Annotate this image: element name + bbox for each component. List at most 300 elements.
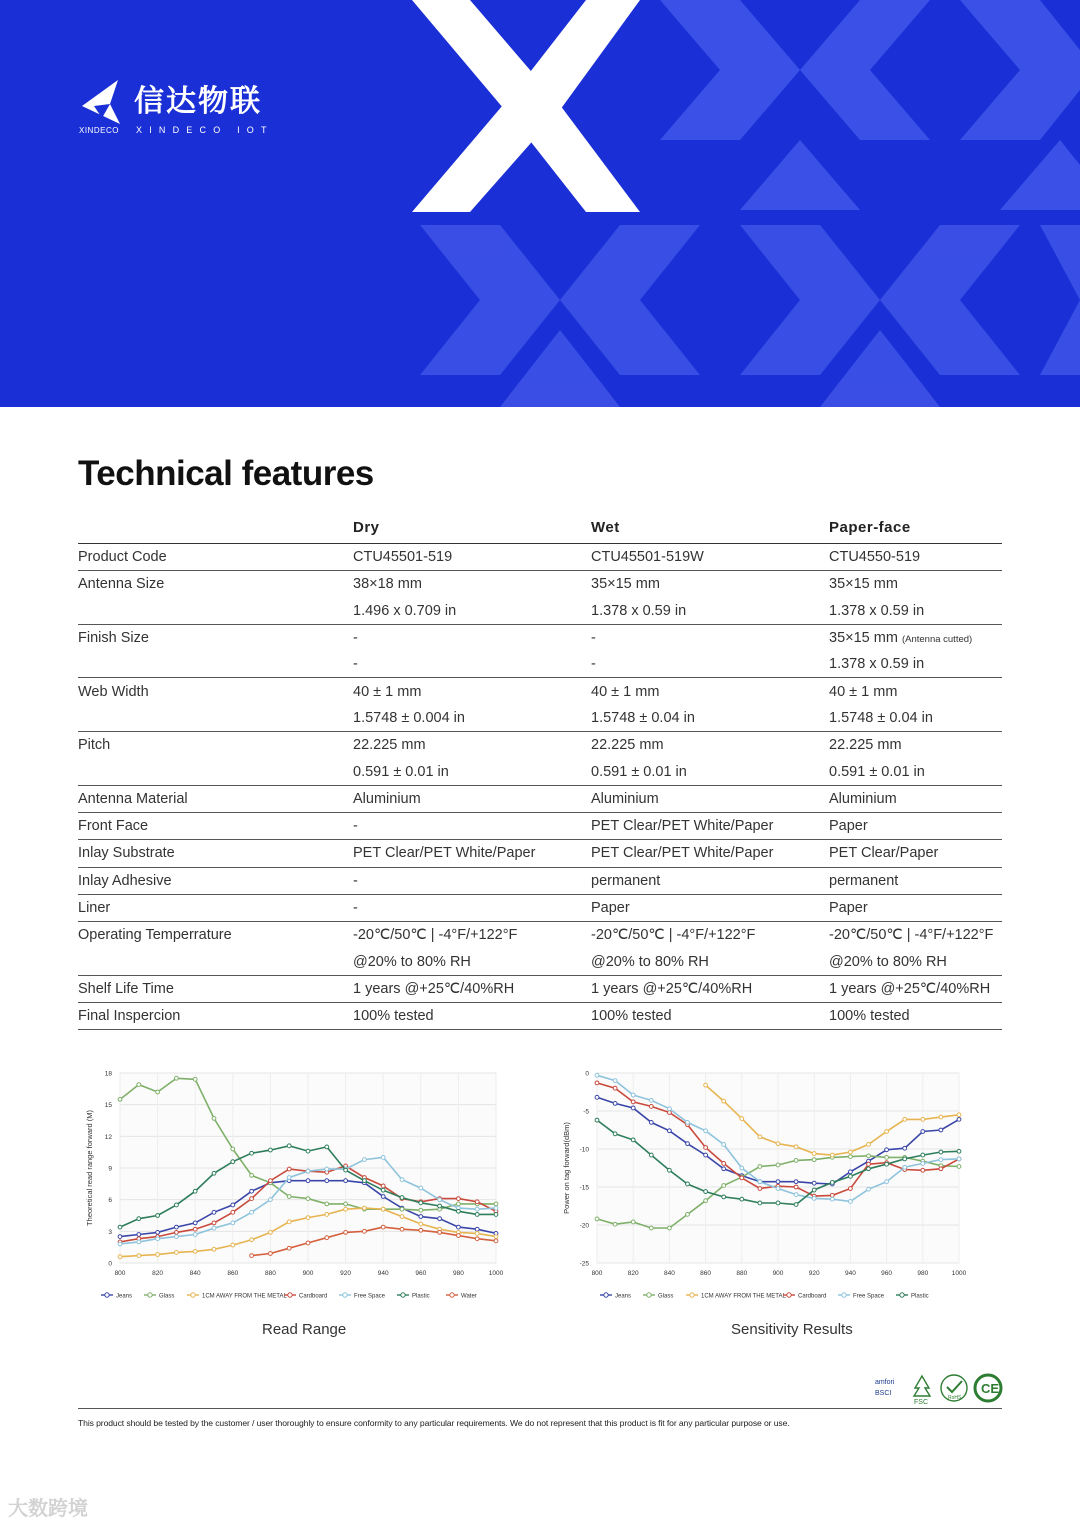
- cell-value: 22.225 mm: [353, 737, 426, 754]
- table-cell: [353, 732, 591, 759]
- cell-value: 100% tested: [829, 1008, 910, 1025]
- x-tick-label: 820: [152, 1270, 164, 1277]
- data-point: [419, 1208, 423, 1212]
- data-point: [250, 1210, 254, 1214]
- cell-value: PET Clear/PET White/Paper: [591, 818, 774, 835]
- legend-marker: [191, 1293, 195, 1297]
- y-tick-label: 9: [108, 1165, 112, 1173]
- table-cell: [353, 624, 591, 651]
- data-point: [212, 1247, 216, 1251]
- spec-table-body: [78, 544, 1002, 1030]
- table-cell: [829, 544, 1002, 571]
- data-point: [631, 1100, 635, 1104]
- cell-value: 1.5748 ± 0.004 in: [353, 709, 465, 726]
- table-cell: [591, 544, 829, 571]
- row-label: Operating Temperrature: [78, 927, 232, 944]
- data-point: [668, 1129, 672, 1133]
- data-point: [867, 1187, 871, 1191]
- data-point: [668, 1107, 672, 1111]
- cell-value: 0.591 ± 0.01 in: [829, 763, 925, 780]
- row-label: Inlay Adhesive: [78, 867, 353, 894]
- y-tick-label: 18: [104, 1070, 112, 1078]
- data-point: [118, 1242, 122, 1246]
- cell-value: -: [591, 656, 596, 673]
- table-row: [78, 678, 1002, 705]
- data-point: [957, 1117, 961, 1121]
- legend-item: [686, 1293, 786, 1300]
- data-point: [776, 1180, 780, 1184]
- page-title: Technical features: [78, 454, 374, 493]
- legend-item: [783, 1293, 826, 1300]
- amfori-text: amfori: [875, 1379, 895, 1386]
- x-tick-label: 920: [808, 1270, 820, 1277]
- data-point: [668, 1111, 672, 1115]
- table-cell: [353, 571, 591, 598]
- table-cell: [591, 948, 829, 975]
- disclaimer-text: This product should be tested by the customer / user thoroughly to ensure conformity to any particular requirements. We do not represent that this product is fit for any particular purpose or use.: [78, 1418, 790, 1428]
- legend-item: [896, 1293, 929, 1300]
- data-point: [794, 1159, 798, 1163]
- cell-value: -: [353, 818, 358, 835]
- data-point: [344, 1230, 348, 1234]
- data-point: [686, 1121, 690, 1125]
- data-point: [613, 1102, 617, 1106]
- data-point: [722, 1099, 726, 1103]
- data-point: [287, 1167, 291, 1171]
- cell-value: 1.378 x 0.59 in: [829, 656, 925, 673]
- cell-value: 0.591 ± 0.01 in: [591, 763, 687, 780]
- table-cell: [591, 571, 829, 598]
- table-row: [78, 812, 1002, 839]
- table-cell: [353, 840, 591, 867]
- data-point: [613, 1132, 617, 1136]
- data-point: [939, 1158, 943, 1162]
- x-tick-label: 860: [227, 1270, 239, 1277]
- data-point: [867, 1162, 871, 1166]
- data-point: [776, 1142, 780, 1146]
- table-row: [78, 624, 1002, 651]
- x-tick-label: 980: [917, 1270, 929, 1277]
- cell-value: 0.591 ± 0.01 in: [353, 763, 449, 780]
- data-point: [287, 1176, 291, 1180]
- row-label: Shelf Life Time: [78, 975, 353, 1002]
- data-point: [212, 1171, 216, 1175]
- data-point: [325, 1167, 329, 1171]
- table-cell: [591, 867, 829, 894]
- table-row: [78, 758, 1002, 785]
- column-header-paper-face: Paper-face: [829, 512, 1002, 544]
- legend-item: [838, 1293, 885, 1300]
- data-point: [903, 1157, 907, 1161]
- data-point: [494, 1235, 498, 1239]
- row-label: Pitch: [78, 737, 111, 754]
- data-point: [494, 1239, 498, 1243]
- x-tick-label: 840: [189, 1270, 201, 1277]
- data-point: [830, 1153, 834, 1157]
- x-tick-label: 820: [627, 1270, 639, 1277]
- legend-label: 1CM AWAY FROM THE METAL: [202, 1293, 287, 1300]
- table-cell: [829, 867, 1002, 894]
- legend-marker: [105, 1293, 109, 1297]
- legend-marker: [647, 1293, 651, 1297]
- data-point: [231, 1221, 235, 1225]
- legend-marker: [900, 1293, 904, 1297]
- data-point: [885, 1148, 889, 1152]
- data-point: [156, 1237, 160, 1241]
- legend-marker: [842, 1293, 846, 1297]
- data-point: [649, 1121, 653, 1125]
- data-point: [118, 1225, 122, 1229]
- y-tick-label: 0: [108, 1260, 112, 1268]
- table-cell: [591, 1003, 829, 1030]
- y-tick-label: -5: [583, 1108, 589, 1116]
- table-cell: [829, 732, 1002, 759]
- data-point: [269, 1252, 273, 1256]
- data-point: [325, 1236, 329, 1240]
- y-tick-label: 12: [104, 1133, 112, 1141]
- table-cell: [829, 1003, 1002, 1030]
- row-label: Final Inspercion: [78, 1003, 353, 1030]
- data-point: [867, 1154, 871, 1158]
- data-point: [400, 1227, 404, 1231]
- data-point: [885, 1155, 889, 1159]
- data-point: [903, 1165, 907, 1169]
- x-tick-label: 940: [377, 1270, 389, 1277]
- legend-label: Cardboard: [798, 1293, 827, 1300]
- data-point: [231, 1203, 235, 1207]
- cell-value: 22.225 mm: [591, 737, 664, 754]
- data-point: [475, 1227, 479, 1231]
- data-point: [686, 1142, 690, 1146]
- data-point: [867, 1143, 871, 1147]
- data-point: [325, 1202, 329, 1206]
- cell-value: @20% to 80% RH: [353, 953, 471, 970]
- cell-value: 35×15 mm: [591, 576, 660, 593]
- data-point: [758, 1180, 762, 1184]
- data-point: [704, 1190, 708, 1194]
- x-tick-label: 900: [772, 1270, 784, 1277]
- legend-label: Free Space: [354, 1293, 386, 1300]
- data-point: [250, 1173, 254, 1177]
- data-point: [175, 1076, 179, 1080]
- data-point: [758, 1201, 762, 1205]
- bsci-text: BSCI: [875, 1390, 892, 1397]
- x-tick-label: 840: [663, 1270, 675, 1277]
- table-cell: [591, 758, 829, 785]
- data-point: [250, 1151, 254, 1155]
- x-tick-label: 800: [114, 1270, 126, 1277]
- data-point: [830, 1197, 834, 1201]
- data-point: [722, 1195, 726, 1199]
- legend-item: [397, 1293, 430, 1300]
- data-point: [118, 1097, 122, 1101]
- data-point: [193, 1189, 197, 1193]
- data-point: [212, 1226, 216, 1230]
- data-point: [867, 1167, 871, 1171]
- data-point: [758, 1135, 762, 1139]
- data-point: [175, 1225, 179, 1229]
- table-row: [78, 598, 1002, 625]
- row-label: Antenna Material: [78, 785, 353, 812]
- table-cell: [353, 785, 591, 812]
- brand-logo-text: XINDECO: [79, 126, 119, 135]
- data-point: [457, 1234, 461, 1238]
- data-point: [740, 1197, 744, 1201]
- legend-label: Glass: [159, 1293, 175, 1300]
- cell-value: Aluminium: [829, 790, 897, 807]
- data-point: [400, 1196, 404, 1200]
- data-point: [903, 1117, 907, 1121]
- table-row: [78, 867, 1002, 894]
- table-row: [78, 948, 1002, 975]
- watermark: 大数跨境: [8, 1496, 88, 1520]
- x-tick-label: 960: [415, 1270, 427, 1277]
- data-point: [812, 1158, 816, 1162]
- legend-marker: [343, 1293, 347, 1297]
- data-point: [921, 1130, 925, 1134]
- data-point: [740, 1176, 744, 1180]
- y-tick-label: 15: [104, 1102, 112, 1110]
- cell-value: Paper: [829, 818, 868, 835]
- data-point: [457, 1209, 461, 1213]
- table-row: [78, 894, 1002, 921]
- data-point: [722, 1167, 726, 1171]
- data-point: [193, 1249, 197, 1253]
- data-point: [137, 1254, 141, 1258]
- legend-label: Free Space: [853, 1293, 885, 1300]
- data-point: [156, 1214, 160, 1218]
- data-point: [921, 1117, 925, 1121]
- data-point: [722, 1143, 726, 1147]
- cell-value: 1 years @+25℃/40%RH: [591, 980, 753, 997]
- data-point: [921, 1162, 925, 1166]
- cell-value: -: [353, 630, 358, 647]
- certification-logos: [870, 1370, 1005, 1406]
- data-point: [381, 1184, 385, 1188]
- legend-marker: [148, 1293, 152, 1297]
- data-point: [686, 1212, 690, 1216]
- y-axis-label: Power on tag forward(dBm): [562, 1122, 571, 1214]
- table-cell: [353, 894, 591, 921]
- table-cell: [353, 1003, 591, 1030]
- data-point: [613, 1222, 617, 1226]
- table-cell: [353, 651, 591, 678]
- data-point: [231, 1160, 235, 1164]
- table-cell: [591, 785, 829, 812]
- ce-logo-icon: [975, 1375, 1001, 1401]
- data-point: [231, 1147, 235, 1151]
- data-point: [475, 1200, 479, 1204]
- table-cell: [829, 894, 1002, 921]
- cell-value: Paper: [591, 900, 630, 916]
- row-label: Front Face: [78, 812, 353, 839]
- sensitivity-caption: Sensitivity Results: [731, 1321, 853, 1338]
- read-range-chart: [76, 1055, 536, 1305]
- cell-value: 1 years @+25℃/40%RH: [829, 980, 991, 997]
- row-label: Antenna Size: [78, 576, 165, 593]
- data-point: [475, 1207, 479, 1211]
- brand-name-cn: 信达物联: [134, 84, 262, 119]
- hero-banner: [0, 0, 1080, 407]
- legend-item: [643, 1293, 673, 1300]
- data-point: [849, 1187, 853, 1191]
- data-point: [631, 1138, 635, 1142]
- data-point: [457, 1197, 461, 1201]
- table-cell: [591, 678, 829, 705]
- data-point: [137, 1083, 141, 1087]
- brand-name-en: XINDECO IOT: [136, 125, 274, 135]
- cell-value: Paper: [829, 900, 868, 916]
- data-point: [595, 1217, 599, 1221]
- table-cell: [591, 732, 829, 759]
- data-point: [269, 1148, 273, 1152]
- data-point: [595, 1095, 599, 1099]
- legend-label: Water: [461, 1293, 477, 1300]
- row-label: Finish Size: [78, 630, 149, 647]
- data-point: [175, 1235, 179, 1239]
- data-point: [175, 1230, 179, 1234]
- data-point: [175, 1203, 179, 1207]
- cell-value: PET Clear/PET White/Paper: [353, 845, 536, 862]
- data-point: [457, 1202, 461, 1206]
- data-point: [438, 1230, 442, 1234]
- legend-label: Jeans: [116, 1293, 133, 1300]
- data-point: [325, 1179, 329, 1183]
- y-axis-label: Theoretical read range forward (M): [85, 1110, 94, 1226]
- legend-marker: [450, 1293, 454, 1297]
- table-row: [78, 732, 1002, 759]
- data-point: [475, 1237, 479, 1241]
- legend-label: 1CM AWAY FROM THE METAL: [701, 1293, 786, 1300]
- row-label: [78, 705, 353, 732]
- data-point: [812, 1152, 816, 1156]
- table-row: [78, 544, 1002, 571]
- x-tick-label: 800: [591, 1270, 603, 1277]
- data-point: [830, 1181, 834, 1185]
- data-point: [419, 1228, 423, 1232]
- cell-value: 22.225 mm: [829, 737, 902, 754]
- legend-label: Cardboard: [299, 1293, 328, 1300]
- cell-value: @20% to 80% RH: [829, 953, 947, 970]
- data-point: [118, 1235, 122, 1239]
- row-label: Inlay Substrate: [78, 840, 353, 867]
- y-tick-label: 0: [585, 1070, 589, 1078]
- data-point: [957, 1157, 961, 1161]
- cell-value: CTU45501-519: [353, 549, 453, 566]
- x-tick-label: 1000: [488, 1270, 504, 1277]
- data-point: [957, 1149, 961, 1153]
- data-point: [156, 1230, 160, 1234]
- table-row: [78, 651, 1002, 678]
- cell-value: PET Clear/Paper: [829, 845, 939, 862]
- legend-marker: [604, 1293, 608, 1297]
- cell-value: 35×15 mm: [829, 630, 898, 647]
- table-cell: [829, 624, 1002, 651]
- cell-value: -: [353, 656, 358, 673]
- data-point: [849, 1150, 853, 1154]
- cell-value: CTU45501-519W: [591, 549, 704, 566]
- table-cell: [829, 785, 1002, 812]
- data-point: [812, 1181, 816, 1185]
- column-header-dry: Dry: [353, 512, 591, 544]
- data-point: [885, 1130, 889, 1134]
- fsc-logo-icon: [914, 1376, 930, 1406]
- table-cell: [353, 948, 591, 975]
- table-row: [78, 840, 1002, 867]
- ce-text: CE: [981, 1381, 1000, 1396]
- x-tick-label: 880: [264, 1270, 276, 1277]
- data-point: [776, 1187, 780, 1191]
- data-point: [419, 1215, 423, 1219]
- table-header-row: [78, 512, 1002, 544]
- data-point: [722, 1184, 726, 1188]
- data-point: [668, 1168, 672, 1172]
- x-tick-label: 980: [452, 1270, 464, 1277]
- table-row: [78, 705, 1002, 732]
- table-cell: [829, 758, 1002, 785]
- data-point: [193, 1077, 197, 1081]
- row-label: Liner: [78, 894, 353, 921]
- hero-x-pattern: [0, 0, 1080, 407]
- data-point: [306, 1216, 310, 1220]
- data-point: [363, 1158, 367, 1162]
- data-point: [250, 1189, 254, 1193]
- data-point: [704, 1129, 708, 1133]
- data-point: [849, 1170, 853, 1174]
- data-point: [400, 1215, 404, 1219]
- table-cell: [353, 867, 591, 894]
- cell-value: PET Clear/PET White/Paper: [591, 845, 774, 862]
- table-row: [78, 1003, 1002, 1030]
- data-point: [921, 1168, 925, 1172]
- data-point: [250, 1238, 254, 1242]
- data-point: [438, 1217, 442, 1221]
- y-tick-label: -25: [579, 1260, 589, 1268]
- data-point: [668, 1226, 672, 1230]
- data-point: [849, 1174, 853, 1178]
- data-point: [704, 1153, 708, 1157]
- data-point: [212, 1221, 216, 1225]
- data-point: [885, 1162, 889, 1166]
- data-point: [231, 1243, 235, 1247]
- data-point: [193, 1227, 197, 1231]
- legend-item: [446, 1293, 477, 1300]
- data-point: [812, 1188, 816, 1192]
- data-point: [631, 1106, 635, 1110]
- data-point: [269, 1198, 273, 1202]
- data-point: [758, 1165, 762, 1169]
- data-point: [306, 1197, 310, 1201]
- data-point: [363, 1229, 367, 1233]
- cell-value: -: [591, 630, 596, 647]
- data-point: [613, 1086, 617, 1090]
- data-point: [363, 1179, 367, 1183]
- data-point: [649, 1153, 653, 1157]
- data-point: [156, 1253, 160, 1257]
- data-point: [595, 1081, 599, 1085]
- table-cell: [591, 975, 829, 1002]
- data-point: [494, 1213, 498, 1217]
- data-point: [156, 1090, 160, 1094]
- x-tick-label: 920: [340, 1270, 352, 1277]
- data-point: [686, 1182, 690, 1186]
- sensitivity-chart: [555, 1055, 985, 1305]
- row-label: [78, 598, 353, 625]
- y-tick-label: 3: [108, 1228, 112, 1236]
- data-point: [921, 1153, 925, 1157]
- data-point: [325, 1213, 329, 1217]
- table-cell: [353, 922, 591, 949]
